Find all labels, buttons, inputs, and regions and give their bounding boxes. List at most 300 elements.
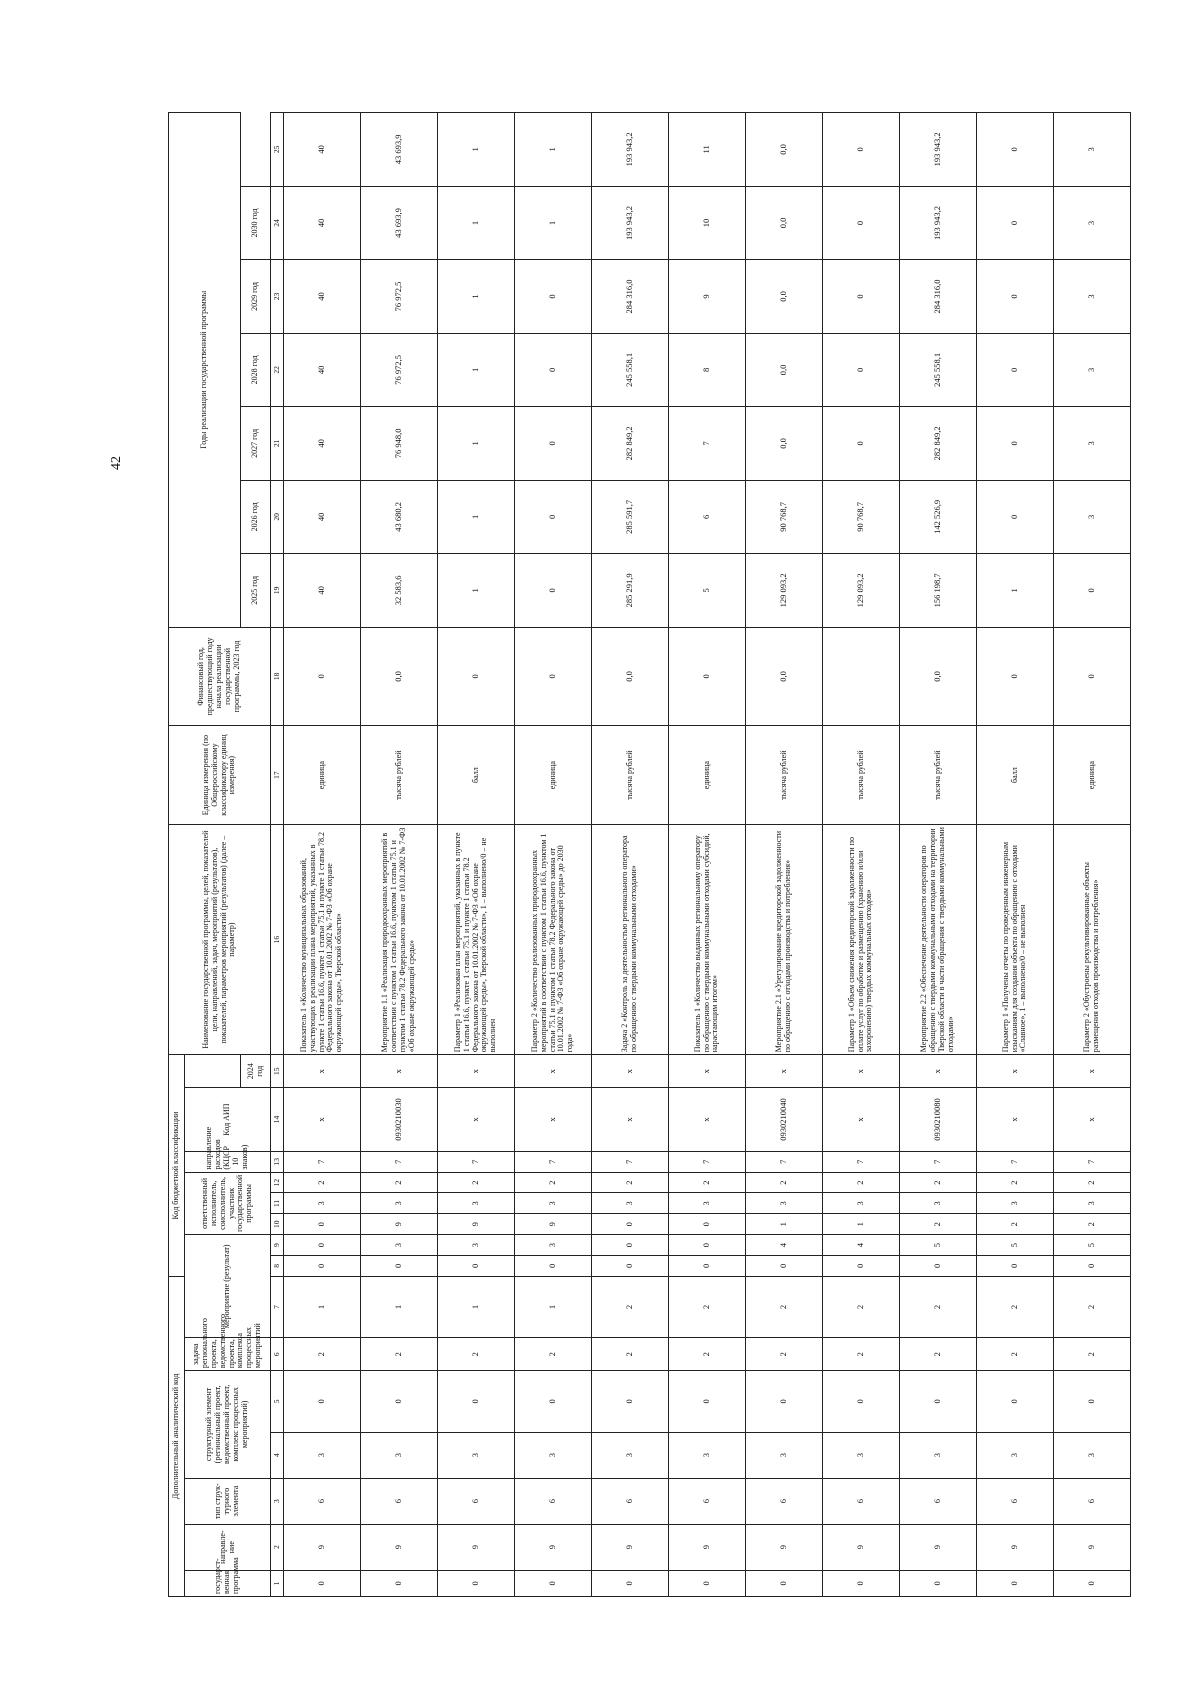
column-number: 12: [271, 1172, 284, 1193]
code-cell: х: [823, 1088, 900, 1152]
year-value: 282 849,2: [592, 407, 669, 480]
year-value: 284 316,0: [900, 260, 977, 333]
code-cell: 2: [669, 1172, 746, 1193]
year-value: 0: [823, 186, 900, 259]
code-cell: 3: [361, 1235, 438, 1256]
row-unit: единица: [669, 726, 746, 825]
code-cell: 7: [438, 1151, 515, 1172]
code-cell: 2: [900, 1172, 977, 1193]
year-value: 0: [515, 260, 592, 333]
code-cell: 3: [977, 1193, 1054, 1214]
column-number: 15: [271, 1055, 284, 1088]
code-cell: х: [592, 1088, 669, 1152]
column-number: 14: [271, 1088, 284, 1152]
code-cell: 0: [438, 1371, 515, 1432]
code-cell: 0: [438, 1570, 515, 1596]
year-value: 156 198,7: [900, 554, 977, 627]
year-value: 3: [1054, 113, 1131, 187]
table-row: [284, 113, 361, 1597]
year-value: 3: [1054, 260, 1131, 333]
code-cell: 3: [361, 1432, 438, 1478]
year-value: 1: [438, 260, 515, 333]
column-number: 16: [271, 824, 284, 1054]
table-row: [977, 113, 1054, 1597]
code-cell: 2: [823, 1172, 900, 1193]
year-value: 0: [977, 186, 1054, 259]
year-2025: 2025 год: [241, 554, 271, 627]
column-number: 10: [271, 1214, 284, 1235]
program-table: [168, 112, 1131, 1597]
code-cell: 2: [746, 1172, 823, 1193]
code-cell: 0: [592, 1235, 669, 1256]
code-cell: х: [284, 1055, 361, 1088]
year-value: 285 291,9: [592, 554, 669, 627]
code-cell: 2: [592, 1276, 669, 1337]
code-cell: 2: [977, 1214, 1054, 1235]
code-cell: х: [669, 1055, 746, 1088]
code-cell: 0: [438, 1255, 515, 1276]
year-value: 40: [284, 260, 361, 333]
code-cell: х: [823, 1055, 900, 1088]
code-cell: 1: [823, 1214, 900, 1235]
year-value: 129 093,2: [823, 554, 900, 627]
column-number: 20: [271, 480, 284, 553]
row-base-year: 0: [284, 627, 361, 726]
code-cell: 7: [900, 1151, 977, 1172]
row-unit: единица: [515, 726, 592, 825]
code-cell: х: [515, 1055, 592, 1088]
code-cell: 0: [746, 1371, 823, 1432]
code-cell: 3: [284, 1432, 361, 1478]
code-cell: 6: [515, 1478, 592, 1524]
code-cell: 3: [284, 1193, 361, 1214]
row-base-year: 0: [515, 627, 592, 726]
code-cell: х: [977, 1055, 1054, 1088]
header-program: государст-венная программа: [185, 1570, 271, 1596]
code-cell: 7: [823, 1151, 900, 1172]
code-cell: 1: [515, 1276, 592, 1337]
header-structural: структурный элемент (региональный проект, ведомственный проект, комплекс процессных мероприятий): [185, 1371, 271, 1478]
row-name: Мероприятие 2.1 «Урегулирование кредиторской задолженности по обращению с отходами производства и потребления»: [746, 824, 823, 1054]
code-cell: 3: [515, 1235, 592, 1256]
table-row: [900, 113, 977, 1597]
code-cell: 9: [977, 1524, 1054, 1570]
year-value: 8: [669, 333, 746, 406]
column-number: 9: [271, 1235, 284, 1256]
year-value: 3: [1054, 407, 1131, 480]
column-number: 6: [271, 1338, 284, 1371]
header-event: мероприятие (результат): [185, 1235, 271, 1338]
code-cell: 2: [669, 1338, 746, 1371]
code-cell: 0: [1054, 1570, 1131, 1596]
code-cell: 6: [669, 1478, 746, 1524]
row-base-year: 0,0: [592, 627, 669, 726]
year-value: 1: [438, 480, 515, 553]
table-row: [361, 113, 438, 1597]
year-value: 9: [669, 260, 746, 333]
year-value: 0: [1054, 554, 1131, 627]
column-number: 3: [271, 1478, 284, 1524]
code-cell: 2: [746, 1276, 823, 1337]
code-cell: 2: [361, 1172, 438, 1193]
year-value: 32 583,6: [361, 554, 438, 627]
row-base-year: [823, 627, 900, 726]
code-cell: 9: [592, 1524, 669, 1570]
code-cell: 2: [900, 1214, 977, 1235]
code-cell: 2: [284, 1338, 361, 1371]
year-value: 193 943,2: [592, 113, 669, 187]
code-cell: 6: [592, 1478, 669, 1524]
code-cell: х: [515, 1088, 592, 1152]
year-value: 1: [438, 407, 515, 480]
year-2026: 2026 год: [241, 480, 271, 553]
code-cell: 7: [361, 1151, 438, 1172]
year-value: 1: [515, 113, 592, 187]
row-name: Параметр 1 «Реализован план мероприятий, указанных в пункте 1 статьи 16.6, пункте 1 статьи 75.1 и пункте 1 статьи 78.2 Федерального закона от 10.01.2002 № 7-ФЗ «Об охране окружающей среды», Тверской области», 1 – выполнено/0 – не выполнен: [438, 824, 515, 1054]
year-value: 0: [515, 554, 592, 627]
code-cell: 3: [900, 1432, 977, 1478]
code-cell: 3: [669, 1432, 746, 1478]
code-cell: 7: [592, 1151, 669, 1172]
year-value: 0: [823, 260, 900, 333]
code-cell: 0: [900, 1570, 977, 1596]
header-aip: Код АИП: [185, 1088, 271, 1152]
row-base-year: 0: [438, 627, 515, 726]
row-base-year: 0,0: [361, 627, 438, 726]
code-cell: 3: [823, 1193, 900, 1214]
code-cell: 2: [438, 1338, 515, 1371]
year-value: 0,0: [746, 407, 823, 480]
year-value: 40: [284, 113, 361, 187]
header-direction: направле-ние: [185, 1524, 271, 1570]
code-cell: 2: [977, 1172, 1054, 1193]
year-value: 0: [977, 480, 1054, 553]
year-value: 7: [669, 407, 746, 480]
code-cell: 6: [1054, 1478, 1131, 1524]
code-cell: 0: [361, 1570, 438, 1596]
column-number: 22: [271, 333, 284, 406]
code-cell: 0: [1054, 1371, 1131, 1432]
year-value: 0: [823, 407, 900, 480]
code-cell: 0: [361, 1371, 438, 1432]
code-cell: 2: [284, 1172, 361, 1193]
year-value: 142 526,9: [900, 480, 977, 553]
code-cell: х: [361, 1055, 438, 1088]
code-cell: х: [284, 1088, 361, 1152]
column-number: 11: [271, 1193, 284, 1214]
row-base-year: 0,0: [746, 627, 823, 726]
year-value: 0,0: [746, 113, 823, 187]
table-row: [669, 113, 746, 1597]
year-value: 40: [284, 407, 361, 480]
code-cell: 5: [977, 1235, 1054, 1256]
header-expense: направление расходов (КЦСР 10 знаков): [185, 1151, 271, 1172]
table-row: [592, 113, 669, 1597]
code-cell: 2: [977, 1338, 1054, 1371]
year-value: 43 680,2: [361, 480, 438, 553]
code-cell: 9: [515, 1214, 592, 1235]
year-value: 0: [977, 333, 1054, 406]
code-cell: 3: [515, 1193, 592, 1214]
year-value: 90 768,7: [823, 480, 900, 553]
code-cell: 3: [592, 1193, 669, 1214]
code-cell: 9: [361, 1524, 438, 1570]
code-cell: 1: [746, 1214, 823, 1235]
year-value: 3: [1054, 333, 1131, 406]
code-cell: 2: [1054, 1214, 1131, 1235]
code-cell: 0: [977, 1371, 1054, 1432]
column-number: 18: [271, 627, 284, 726]
table-row: [515, 113, 592, 1597]
code-cell: 2: [361, 1338, 438, 1371]
code-cell: 3: [746, 1432, 823, 1478]
code-cell: 6: [823, 1478, 900, 1524]
header-executor: ответственный исполнитель, соисполнитель, участник государственной программы: [185, 1172, 271, 1234]
column-number: 4: [271, 1432, 284, 1478]
code-cell: 1: [361, 1276, 438, 1337]
header-additional-code: Дополнительный аналитический код: [169, 1276, 185, 1596]
code-cell: 6: [361, 1478, 438, 1524]
code-cell: 2: [1054, 1338, 1131, 1371]
row-unit: тысяча рублей: [746, 726, 823, 825]
row-unit: единица: [1054, 726, 1131, 825]
code-cell: 0930210080: [900, 1088, 977, 1152]
code-cell: 2: [1054, 1276, 1131, 1337]
column-number: 17: [271, 726, 284, 825]
row-unit: балл: [438, 726, 515, 825]
row-unit: тысяча рублей: [361, 726, 438, 825]
code-cell: 0: [284, 1255, 361, 1276]
code-cell: х: [438, 1055, 515, 1088]
code-cell: 9: [438, 1214, 515, 1235]
year-2028: 2028 год: [241, 333, 271, 406]
year-value: 76 972,5: [361, 333, 438, 406]
code-cell: 3: [438, 1432, 515, 1478]
year-value: 245 558,1: [900, 333, 977, 406]
header-budget-code: Код бюджетной классификации: [169, 1055, 185, 1277]
code-cell: х: [438, 1088, 515, 1152]
code-cell: 0: [669, 1214, 746, 1235]
row-name: Параметр 2 «Количество реализованных природоохранных мероприятий в соответствии с пунктом 1 статьи 16.6, пунктом 1 статьи 75.1 и пунктом 1 статьи 78.2 Федерального закона от 10.01.2002 № 7-ФЗ «Об охране окружающей среды» до 2030 года»: [515, 824, 592, 1054]
code-cell: 0: [1054, 1255, 1131, 1276]
code-cell: 0: [977, 1255, 1054, 1276]
code-cell: 2: [592, 1338, 669, 1371]
column-number: 23: [271, 260, 284, 333]
code-cell: 0: [284, 1214, 361, 1235]
row-name: Параметр 1 «Получены отчеты по проведенным инженерным изысканиям для создания объекта по обращению с отходами «Славное», 1 – выполнено/0 – не выполнен: [977, 824, 1054, 1054]
code-cell: 3: [1054, 1193, 1131, 1214]
header-fin-year: Финансовый год, предшествующий году начала реализации государственной программы, 2023 год: [169, 627, 271, 726]
year-value: 193 943,2: [900, 113, 977, 187]
code-cell: 6: [284, 1478, 361, 1524]
code-cell: 0: [669, 1255, 746, 1276]
year-value: 0: [977, 113, 1054, 187]
code-cell: 2: [900, 1338, 977, 1371]
code-cell: 0: [977, 1570, 1054, 1596]
column-number: 8: [271, 1255, 284, 1276]
code-cell: 7: [284, 1151, 361, 1172]
row-name: Показатель 1 «Количество выданных региональному оператору по обращению с твердыми коммунальными отходами субсидий, нарастающим итогом»: [669, 824, 746, 1054]
code-cell: 0: [669, 1371, 746, 1432]
year-value: 193 943,2: [900, 186, 977, 259]
code-cell: 4: [746, 1235, 823, 1256]
code-cell: 0: [823, 1570, 900, 1596]
column-number: 7: [271, 1276, 284, 1337]
column-number: 5: [271, 1371, 284, 1432]
table-body: [284, 113, 1131, 1597]
code-cell: 2: [823, 1338, 900, 1371]
code-cell: 0: [900, 1371, 977, 1432]
year-value: 3: [1054, 186, 1131, 259]
code-cell: 3: [1054, 1432, 1131, 1478]
year-value: 0: [823, 333, 900, 406]
code-cell: х: [900, 1055, 977, 1088]
year-value: 0: [977, 260, 1054, 333]
year-value: 284 316,0: [592, 260, 669, 333]
year-value: 43 693,9: [361, 186, 438, 259]
code-cell: х: [1054, 1055, 1131, 1088]
code-cell: х: [977, 1088, 1054, 1152]
code-cell: 0: [900, 1255, 977, 1276]
header-years-group: Годы реализации государственной программы: [169, 113, 241, 628]
row-base-year: 0: [977, 627, 1054, 726]
code-cell: 0: [515, 1255, 592, 1276]
code-cell: 1: [284, 1276, 361, 1337]
code-cell: 0: [592, 1255, 669, 1276]
code-cell: 7: [977, 1151, 1054, 1172]
year-value: 0: [515, 480, 592, 553]
code-cell: 6: [438, 1478, 515, 1524]
code-cell: 2: [438, 1172, 515, 1193]
year-value: 0: [515, 333, 592, 406]
column-numbers-row: [271, 113, 284, 1597]
year-value: 10: [669, 186, 746, 259]
year-2027: 2027 год: [241, 407, 271, 480]
code-cell: 9: [284, 1524, 361, 1570]
code-cell: 0930210030: [361, 1088, 438, 1152]
code-cell: 0: [284, 1235, 361, 1256]
code-cell: 3: [592, 1432, 669, 1478]
code-cell: х: [669, 1088, 746, 1152]
year-value: 1: [438, 333, 515, 406]
row-name: Мероприятие 2.2 «Обеспечение деятельности операторов по обращению с твердыми коммунальными отходами на территории Тверской области в части обращения с твердыми коммунальными отходами»: [900, 824, 977, 1054]
row-name: Параметр 1 «Объем снижения кредиторской задолженности по оплате услуг по обработке и размещению (хранению и/или захоронению) твердых коммунальных отходов»: [823, 824, 900, 1054]
row-base-year: 0: [1054, 627, 1131, 726]
code-cell: 3: [515, 1432, 592, 1478]
row-name: Мероприятие 1.1 «Реализация природоохранных мероприятий в соответствии с пунктом 1 статьи 16.6, пунктом 1 статьи 75.1 и пунктом 1 статьи 78.2 Федерального закона от 10.01.2002 № 7-ФЗ «Об охране окружающей среды»: [361, 824, 438, 1054]
code-cell: 7: [515, 1151, 592, 1172]
year-2024: 2024 год: [241, 1055, 271, 1088]
code-cell: 6: [746, 1478, 823, 1524]
code-cell: 9: [900, 1524, 977, 1570]
code-cell: х: [1054, 1088, 1131, 1152]
year-value: 43 693,9: [361, 113, 438, 187]
code-cell: 2: [515, 1172, 592, 1193]
code-cell: 6: [977, 1478, 1054, 1524]
code-cell: 0: [746, 1255, 823, 1276]
code-cell: 2: [1054, 1172, 1131, 1193]
year-value: 40: [284, 554, 361, 627]
row-name: Задача 2 «Контроль за деятельностью регионального оператора по обращению с твердыми коммунальными отходами»: [592, 824, 669, 1054]
year-value: 6: [669, 480, 746, 553]
year-value: 40: [284, 186, 361, 259]
code-cell: х: [746, 1055, 823, 1088]
column-number: 19: [271, 554, 284, 627]
code-cell: 9: [515, 1524, 592, 1570]
code-cell: 3: [361, 1193, 438, 1214]
header-task: задача регионального проекта, ведомственного проекта, комплекса процессных мероприятий: [185, 1338, 271, 1371]
row-base-year: 0: [669, 627, 746, 726]
code-cell: х: [592, 1055, 669, 1088]
year-value: 282 849,2: [900, 407, 977, 480]
year-2030: 2030 год: [241, 186, 271, 259]
code-cell: 9: [823, 1524, 900, 1570]
code-cell: 2: [977, 1276, 1054, 1337]
year-value: 0,0: [746, 333, 823, 406]
code-cell: 2: [515, 1338, 592, 1371]
code-cell: 0: [746, 1570, 823, 1596]
code-cell: 1: [438, 1276, 515, 1337]
column-number: 21: [271, 407, 284, 480]
header-name: Наименование государственной программы, целей, показателей цели, направлений, задач, мероприятий (результатов), показателей, параметров мероприятий (результатов) (далее – параметр): [169, 824, 271, 1054]
code-cell: 0: [592, 1570, 669, 1596]
code-cell: 2: [669, 1276, 746, 1337]
code-cell: 0: [592, 1214, 669, 1235]
code-cell: 5: [1054, 1235, 1131, 1256]
column-number: 24: [271, 186, 284, 259]
year-value: 193 943,2: [592, 186, 669, 259]
code-cell: 0: [823, 1371, 900, 1432]
code-cell: 0: [669, 1570, 746, 1596]
column-number: 2: [271, 1524, 284, 1570]
year-value: 0,0: [746, 186, 823, 259]
code-cell: 0: [592, 1371, 669, 1432]
table-row: [823, 113, 900, 1597]
code-cell: 7: [669, 1151, 746, 1172]
year-value: 245 558,1: [592, 333, 669, 406]
code-cell: 0930210040: [746, 1088, 823, 1152]
row-unit: единица: [284, 726, 361, 825]
year-value: 1: [977, 554, 1054, 627]
header-unit: Единица измерения (по Общероссийскому классификатору единиц измерения): [169, 726, 271, 825]
year-2029: 2029 год: [241, 260, 271, 333]
code-cell: 0: [515, 1371, 592, 1432]
code-cell: 3: [977, 1432, 1054, 1478]
code-cell: 4: [823, 1235, 900, 1256]
code-cell: 2: [592, 1172, 669, 1193]
year-value: 129 093,2: [746, 554, 823, 627]
year-value: 5: [669, 554, 746, 627]
code-cell: 9: [746, 1524, 823, 1570]
year-value: 76 948,0: [361, 407, 438, 480]
page-number: 42: [109, 456, 124, 470]
year-value: 40: [284, 333, 361, 406]
year-value: 90 768,7: [746, 480, 823, 553]
code-cell: 9: [669, 1524, 746, 1570]
code-cell: 3: [669, 1193, 746, 1214]
row-name: Показатель 1 «Количество муниципальных образований, участвующих в реализации плана мероприятий, указанных в пункте 1 статьи 16.6, пункте 1 статьи 75.1 и пункте 1 статьи 78.2 Федерального закона от 10.01.2002 № 7-ФЗ «Об охране окружающей среды», Тверской области»: [284, 824, 361, 1054]
code-cell: 9: [1054, 1524, 1131, 1570]
year-value: 0: [515, 407, 592, 480]
code-cell: 2: [900, 1276, 977, 1337]
header-element-type: тип струк-турного элемента: [185, 1478, 271, 1524]
row-name: Параметр 2 «Обустроены рекультивированные объекты размещения отходов производства и потребления»: [1054, 824, 1131, 1054]
column-number: 1: [271, 1570, 284, 1596]
row-unit: тысяча рублей: [823, 726, 900, 825]
code-cell: 0: [284, 1570, 361, 1596]
year-value: 76 972,5: [361, 260, 438, 333]
code-cell: 7: [746, 1151, 823, 1172]
